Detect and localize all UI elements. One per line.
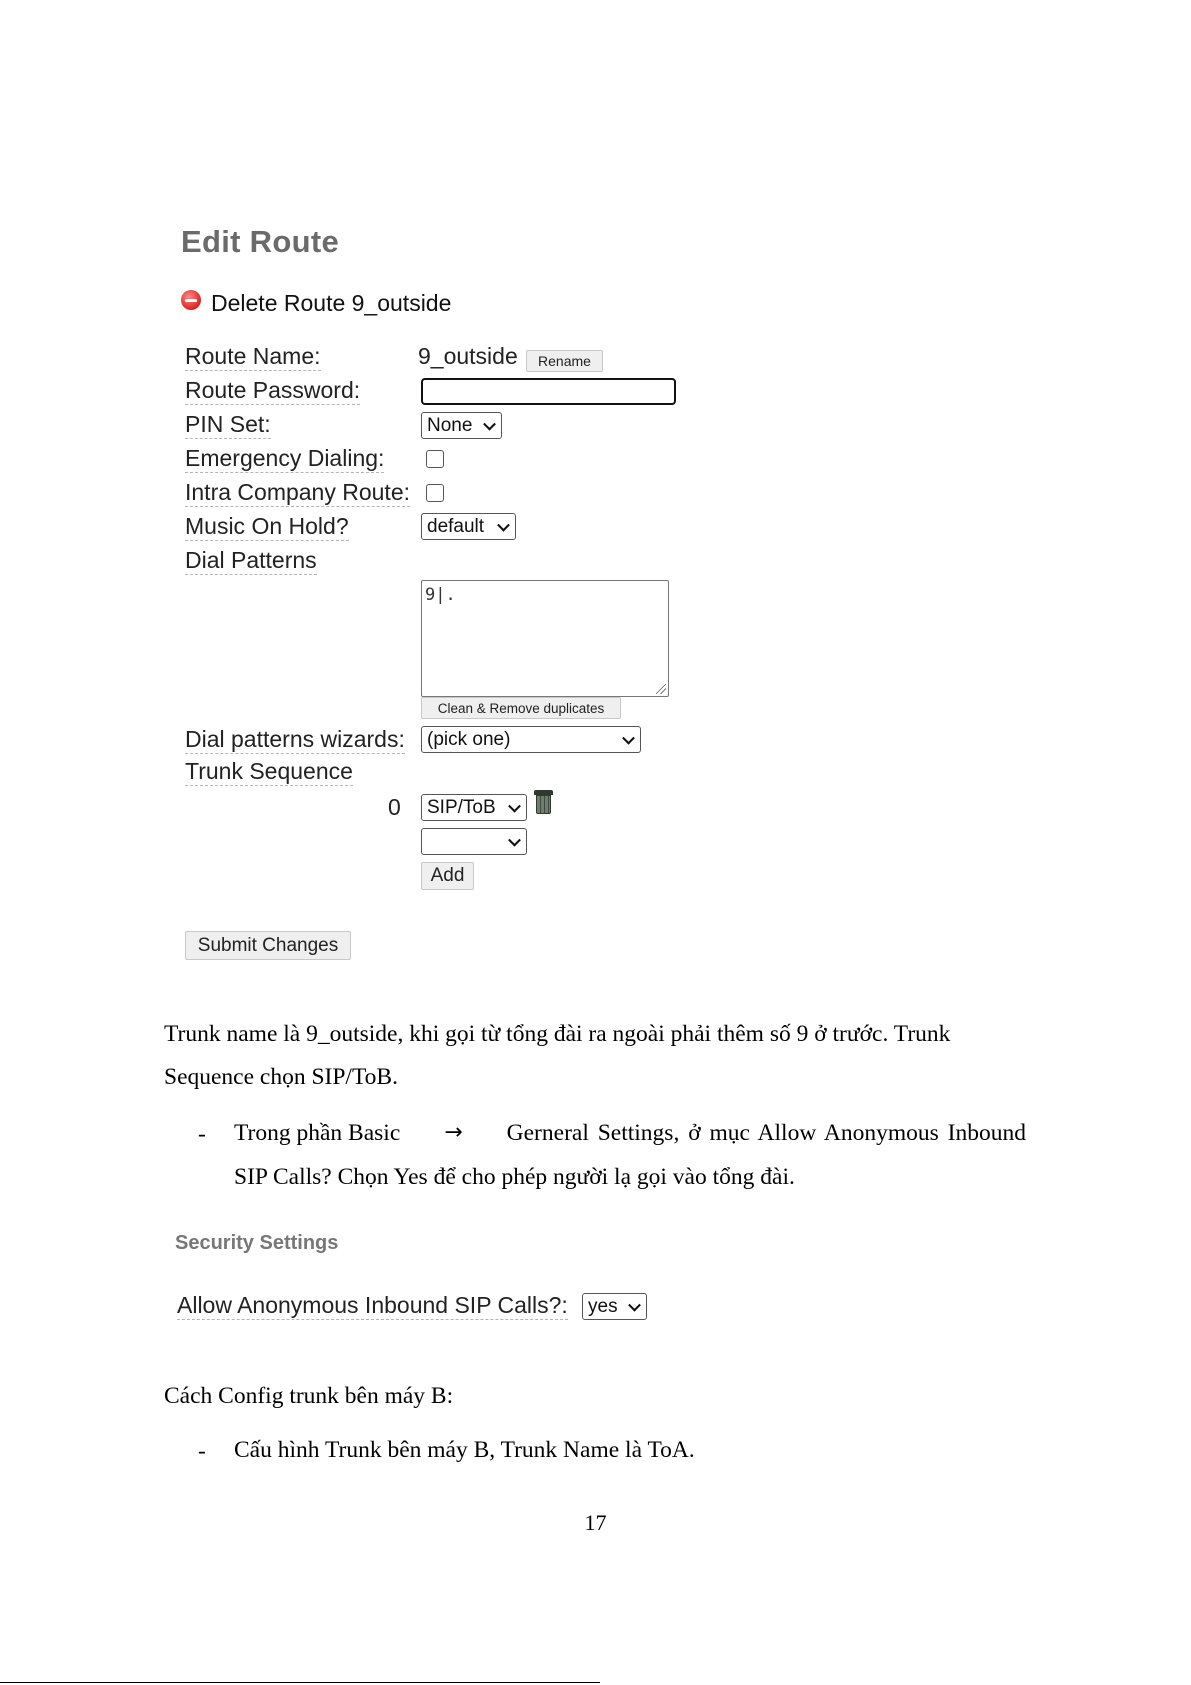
- route-name-label: Route Name:: [185, 343, 321, 369]
- chevron-down-icon: [622, 731, 635, 744]
- route-password-label: Route Password:: [185, 377, 361, 403]
- security-settings-title: Security Settings: [175, 1232, 339, 1254]
- delete-route-link[interactable]: [181, 290, 451, 317]
- trunk-sequence-label: Trunk Sequence: [185, 758, 353, 784]
- bullet-dash: -: [198, 1121, 206, 1147]
- dial-patterns-wizards-select[interactable]: [421, 726, 641, 753]
- allow-anonymous-select[interactable]: [582, 1293, 647, 1320]
- dial-patterns-textarea[interactable]: [421, 580, 669, 697]
- trunk-value: SIP/ToB: [427, 796, 496, 818]
- emergency-dialing-label: Emergency Dialing:: [185, 445, 385, 471]
- pin-set-select[interactable]: [421, 412, 502, 439]
- footer-divider: [0, 1682, 600, 1683]
- allow-anonymous-label: Allow Anonymous Inbound SIP Calls?:: [177, 1292, 568, 1318]
- resize-grip-icon[interactable]: [656, 684, 666, 694]
- music-on-hold-value: default: [427, 515, 485, 537]
- music-on-hold-select[interactable]: [421, 513, 516, 540]
- bullet-basic-settings-cont: SIP Calls? Chọn Yes để cho phép người lạ gọi vào tổng đài.: [234, 1164, 795, 1190]
- page-number: 17: [584, 1510, 607, 1535]
- clean-duplicates-button[interactable]: Clean & Remove duplicates: [421, 697, 621, 719]
- page-title: Edit Route: [181, 224, 339, 259]
- bullet-dash-2: -: [198, 1438, 206, 1464]
- delete-icon: [181, 290, 201, 310]
- intra-company-label: Intra Company Route:: [185, 479, 411, 505]
- bullet-trunk-b: Cấu hình Trunk bên máy B, Trunk Name là ToA.: [234, 1437, 695, 1463]
- intra-company-checkbox[interactable]: [426, 484, 444, 502]
- pin-set-label: PIN Set:: [185, 411, 271, 437]
- add-trunk-button[interactable]: Add: [421, 862, 474, 890]
- route-name-value: 9_outside: [418, 343, 518, 369]
- bullet-basic-settings: [234, 1111, 1026, 1155]
- chevron-down-icon: [628, 1298, 641, 1311]
- chevron-down-icon: [508, 833, 521, 846]
- delete-route-label: Delete Route 9_outside: [211, 290, 452, 316]
- music-on-hold-label: Music On Hold?: [185, 513, 349, 539]
- dial-patterns-value: 9|.: [425, 585, 456, 605]
- chevron-down-icon: [483, 417, 496, 430]
- submit-changes-button[interactable]: Submit Changes: [185, 931, 351, 960]
- trunk-index: 0: [388, 794, 401, 820]
- trunk-select-empty[interactable]: [421, 828, 527, 855]
- paragraph-config-b: Cách Config trunk bên máy B:: [164, 1383, 454, 1409]
- wizards-value: (pick one): [427, 728, 511, 750]
- route-password-input[interactable]: [421, 378, 676, 405]
- dial-patterns-wizards-label: Dial patterns wizards:: [185, 726, 405, 752]
- dial-patterns-label: Dial Patterns: [185, 547, 317, 573]
- rename-button[interactable]: Rename: [526, 350, 603, 372]
- allow-anonymous-value: yes: [588, 1295, 618, 1317]
- trash-icon[interactable]: [534, 790, 553, 814]
- trunk-select[interactable]: [421, 794, 527, 821]
- chevron-down-icon: [497, 518, 510, 531]
- paragraph-trunk-name: Trunk name là 9_outside, khi gọi từ tổng đài ra ngoài phải thêm số 9 ở trước. Trunk: [164, 1021, 951, 1047]
- paragraph-trunk-name-cont: Sequence chọn SIP/ToB.: [164, 1064, 398, 1090]
- chevron-down-icon: [508, 799, 521, 812]
- bullet1-part-a: Trong phần Basic: [234, 1120, 401, 1146]
- emergency-dialing-checkbox[interactable]: [426, 450, 444, 468]
- arrow-right-icon: →: [444, 1120, 463, 1145]
- pin-set-value: None: [427, 414, 473, 436]
- bullet1-part-b: Gerneral Settings, ở mục Allow Anonymous Inbound: [506, 1120, 1026, 1146]
